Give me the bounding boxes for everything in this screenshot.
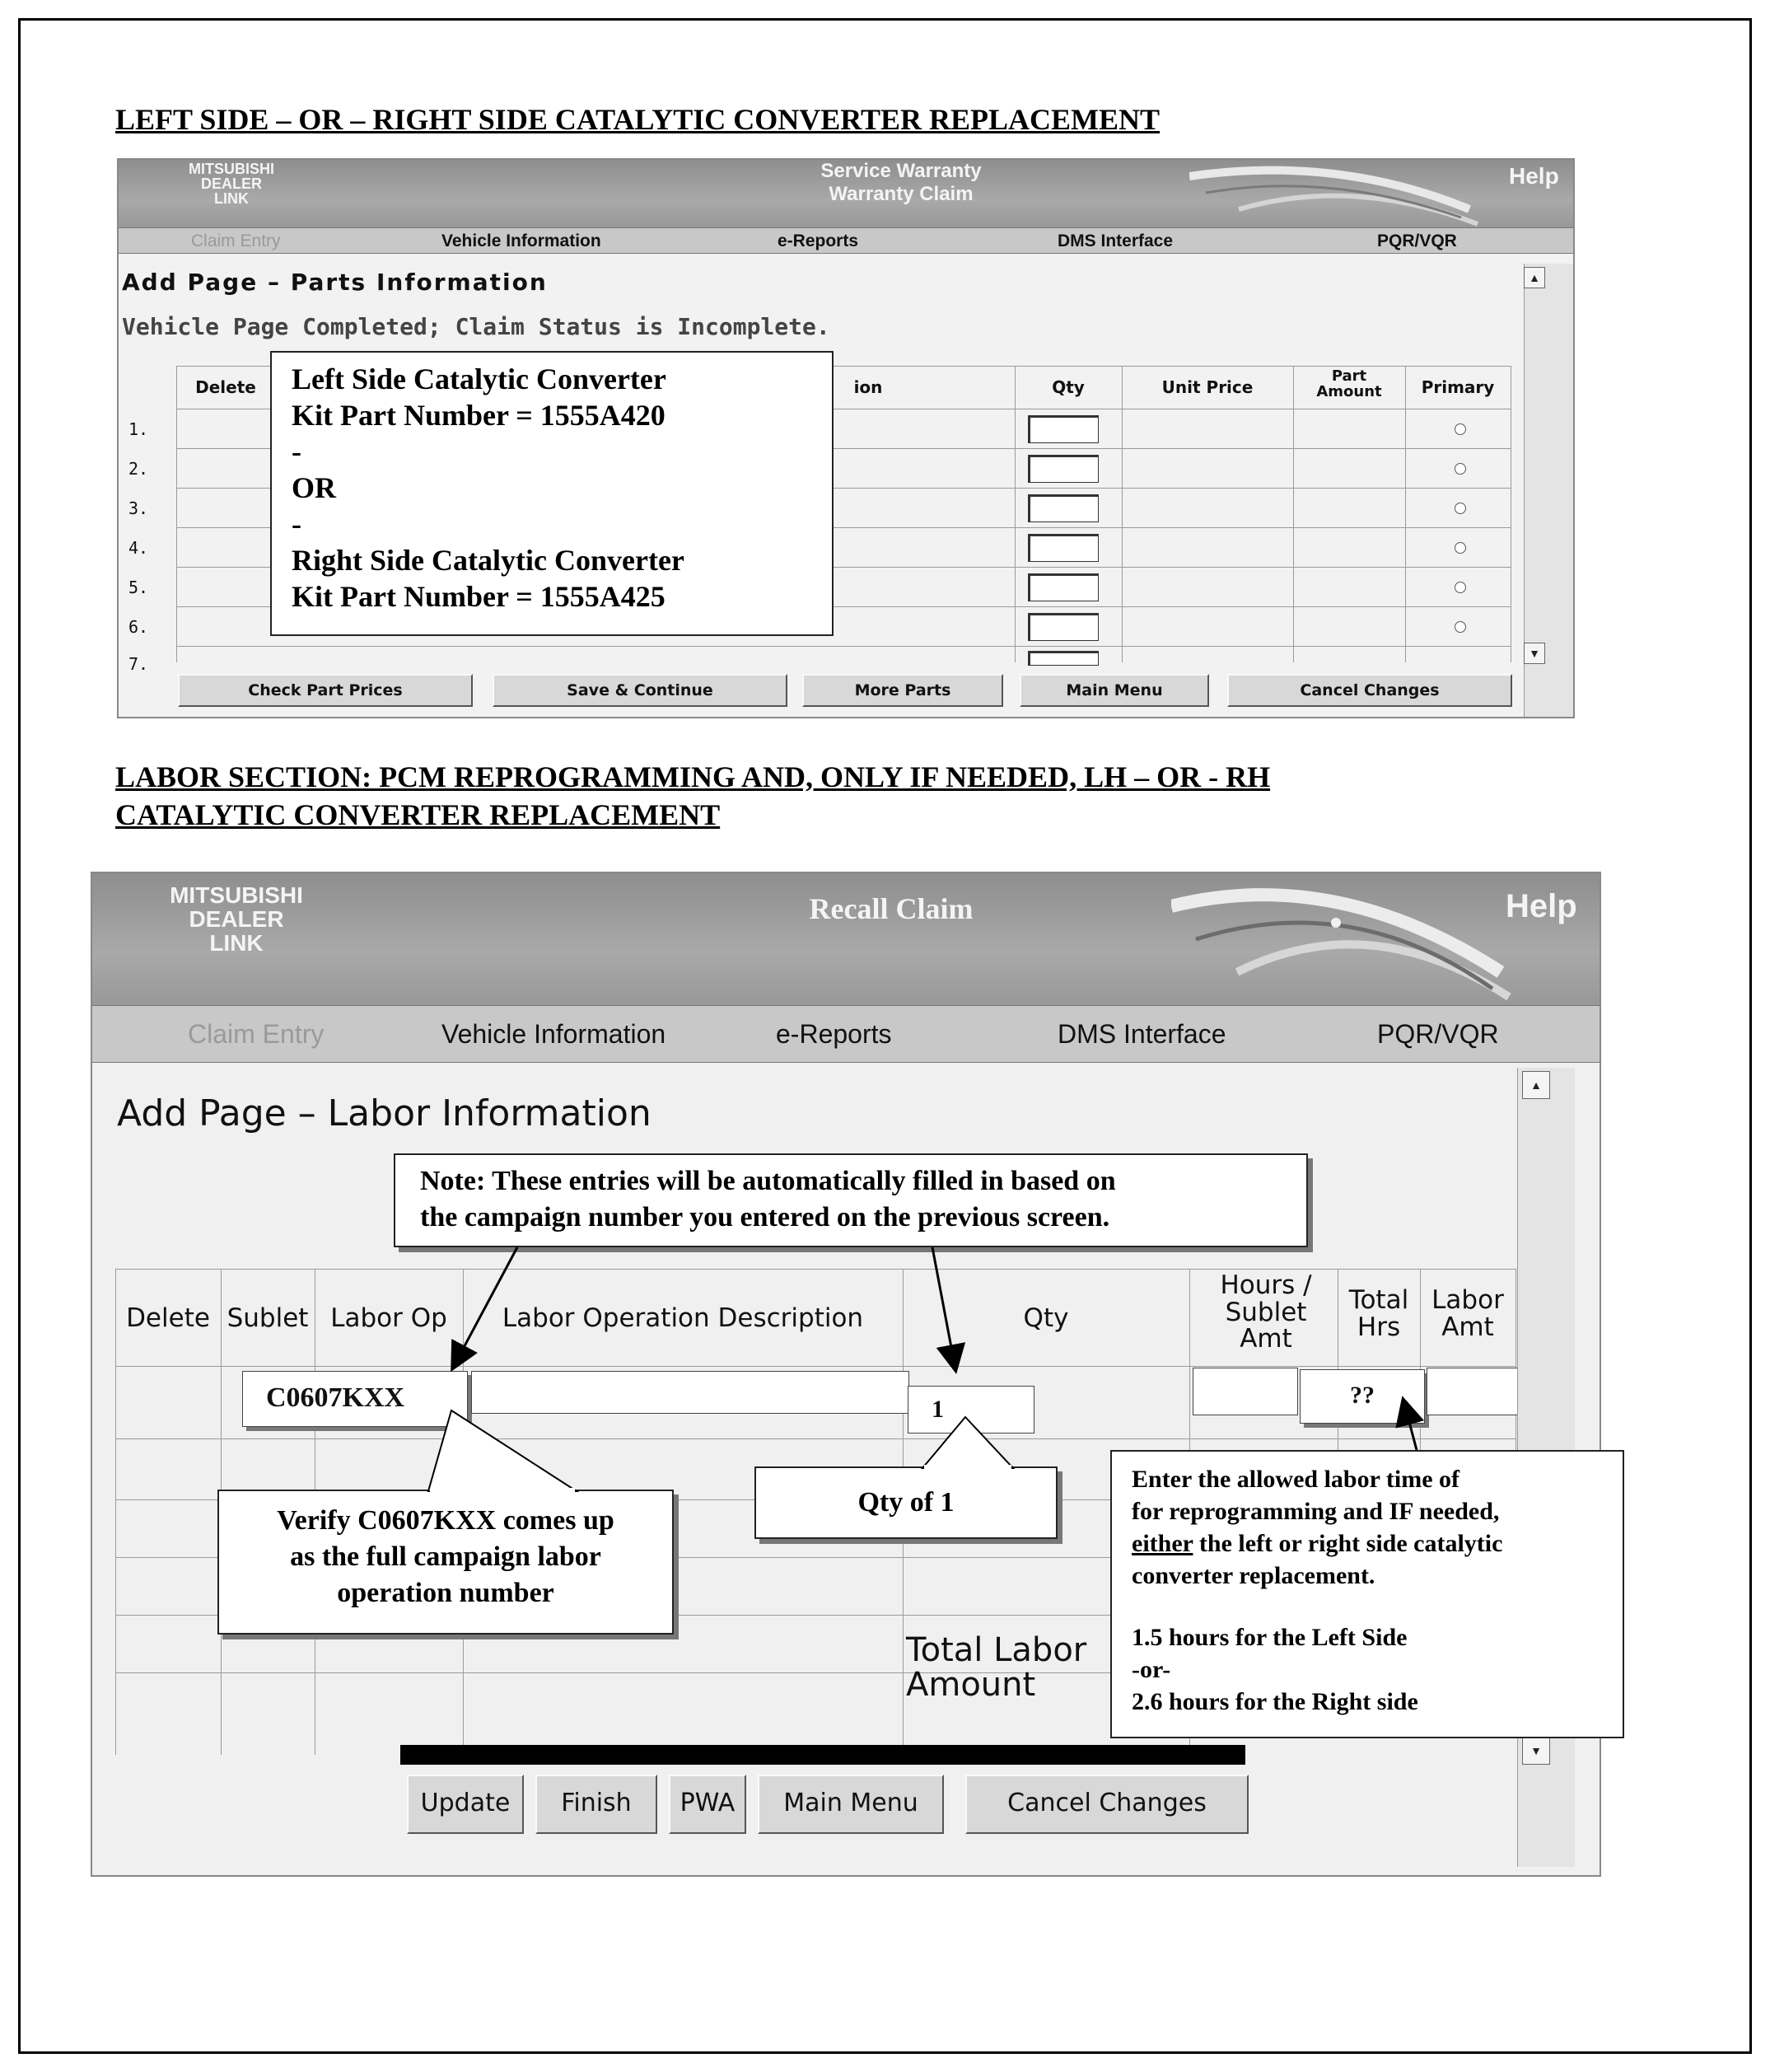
scroll-down-arrow-icon[interactable]: ▼ — [1522, 1737, 1550, 1765]
more-parts-button[interactable]: More Parts — [802, 674, 1003, 707]
qty-of-one-callout: Qty of 1 — [754, 1466, 1058, 1539]
cancel-changes-button[interactable]: Cancel Changes — [1227, 674, 1512, 707]
nav-pqr-vqr[interactable]: PQR/VQR — [1377, 232, 1457, 250]
auto-fill-note-callout: Note: These entries will be automatically filled in based on the campaign number you entered on the previous screen. — [394, 1153, 1308, 1247]
scroll-up-arrow-icon[interactable]: ▲ — [1522, 1071, 1550, 1099]
note-to-labor-op-arrow — [453, 1247, 517, 1368]
dealer-link-logo: MITSUBISHI DEALER LINK — [170, 882, 303, 956]
row-number: 4. — [128, 538, 149, 558]
nav-dms-interface[interactable]: DMS Interface — [1058, 232, 1174, 250]
nav-e-reports[interactable]: e-Reports — [778, 232, 859, 250]
total-labor-amount-label: Total Labor Amount — [906, 1631, 1087, 1704]
row-number: 7. — [128, 654, 149, 674]
qty-pointer-mask — [924, 1465, 1011, 1471]
col-hours-sublet-amt: Hours / Sublet Amt — [1220, 1270, 1312, 1354]
verify-labor-op-callout: Verify C0607KXX comes up as the full campaign labor operation number — [217, 1490, 674, 1635]
total-hrs-input[interactable]: ?? — [1300, 1369, 1425, 1424]
col-qty: Qty — [1023, 1303, 1069, 1333]
dealer-link-logo: MITSUBISHI DEALER LINK — [188, 161, 274, 207]
row-number: 1. — [128, 419, 149, 439]
labor-op-input[interactable]: C0607KXX — [242, 1371, 468, 1427]
cancel-changes-button[interactable]: Cancel Changes — [965, 1775, 1249, 1834]
help-link[interactable]: Help — [1506, 888, 1577, 924]
nav-vehicle-information[interactable]: Vehicle Information — [441, 232, 601, 250]
note-to-qty-arrow — [932, 1247, 955, 1369]
nav-claim-entry[interactable]: Claim Entry — [191, 232, 281, 250]
col-sublet: Sublet — [227, 1303, 309, 1333]
col-primary: Primary — [1421, 377, 1495, 397]
instructions-to-total-hrs-arrow — [1403, 1401, 1417, 1450]
col-qty: Qty — [1052, 377, 1085, 397]
page-title: Add Page – Parts Information — [122, 269, 548, 296]
nav-dms-interface[interactable]: DMS Interface — [1058, 1019, 1226, 1049]
col-delete: Delete — [195, 377, 256, 397]
banner-title: Recall Claim — [809, 892, 974, 925]
qty-pointer — [922, 1417, 1013, 1468]
col-labor-operation-description: Labor Operation Description — [502, 1303, 864, 1333]
nav-vehicle-information[interactable]: Vehicle Information — [441, 1019, 666, 1049]
banner-title: Service Warranty Warranty Claim — [820, 160, 982, 205]
col-delete: Delete — [126, 1303, 210, 1333]
nav-claim-entry[interactable]: Claim Entry — [188, 1019, 325, 1049]
part-number-callout: Left Side Catalytic Converter Kit Part Number = 1555A420 - OR - Right Side Catalytic Converter Kit Part Number = 1555A425 — [270, 351, 834, 636]
help-link[interactable]: Help — [1509, 163, 1559, 189]
labor-time-instructions-callout: Enter the allowed labor time of for reprogramming and IF needed, either the left or right side catalytic converter replacement. 1.5 hours for the Left Side -or- 2.6 hours for the Right side — [1110, 1450, 1624, 1738]
row-number: 6. — [128, 617, 149, 637]
update-button[interactable]: Update — [407, 1775, 524, 1834]
col-part-amount: Part Amount — [1316, 367, 1382, 400]
labor-section-heading: LABOR SECTION: PCM REPROGRAMMING AND, ONLY IF NEEDED, LH – OR - RH CATALYTIC CONVERTER REPLACEMENT — [115, 760, 1271, 831]
page-title: Add Page – Labor Information — [117, 1092, 651, 1134]
col-labor-amt: Labor Amt — [1431, 1285, 1504, 1342]
nav-e-reports[interactable]: e-Reports — [776, 1019, 892, 1049]
verify-pointer — [428, 1410, 577, 1491]
col-labor-op: Labor Op — [330, 1303, 447, 1333]
col-total-hrs: Total Hrs — [1348, 1285, 1409, 1342]
scroll-down-arrow-icon[interactable]: ▼ — [1524, 643, 1545, 664]
save-continue-button[interactable]: Save & Continue — [493, 674, 787, 707]
pwa-button[interactable]: PWA — [669, 1775, 746, 1834]
scroll-up-arrow-icon[interactable]: ▲ — [1524, 267, 1545, 288]
parts-section-heading: LEFT SIDE – OR – RIGHT SIDE CATALYTIC CONVERTER REPLACEMENT — [115, 103, 1160, 136]
row-number: 3. — [128, 498, 149, 518]
check-part-prices-button[interactable]: Check Part Prices — [178, 674, 473, 707]
main-menu-button[interactable]: Main Menu — [758, 1775, 944, 1834]
nav-pqr-vqr[interactable]: PQR/VQR — [1377, 1019, 1499, 1049]
row-number: 5. — [128, 578, 149, 597]
col-unit-price: Unit Price — [1161, 377, 1254, 397]
row-number: 2. — [128, 459, 149, 479]
main-menu-button[interactable]: Main Menu — [1020, 674, 1209, 707]
claim-status-text: Vehicle Page Completed; Claim Status is Incomplete. — [122, 313, 830, 340]
finish-button[interactable]: Finish — [535, 1775, 657, 1834]
col-description: ion — [853, 377, 883, 397]
verify-pointer-mask — [430, 1488, 575, 1494]
qty-input[interactable]: 1 — [908, 1386, 1034, 1434]
